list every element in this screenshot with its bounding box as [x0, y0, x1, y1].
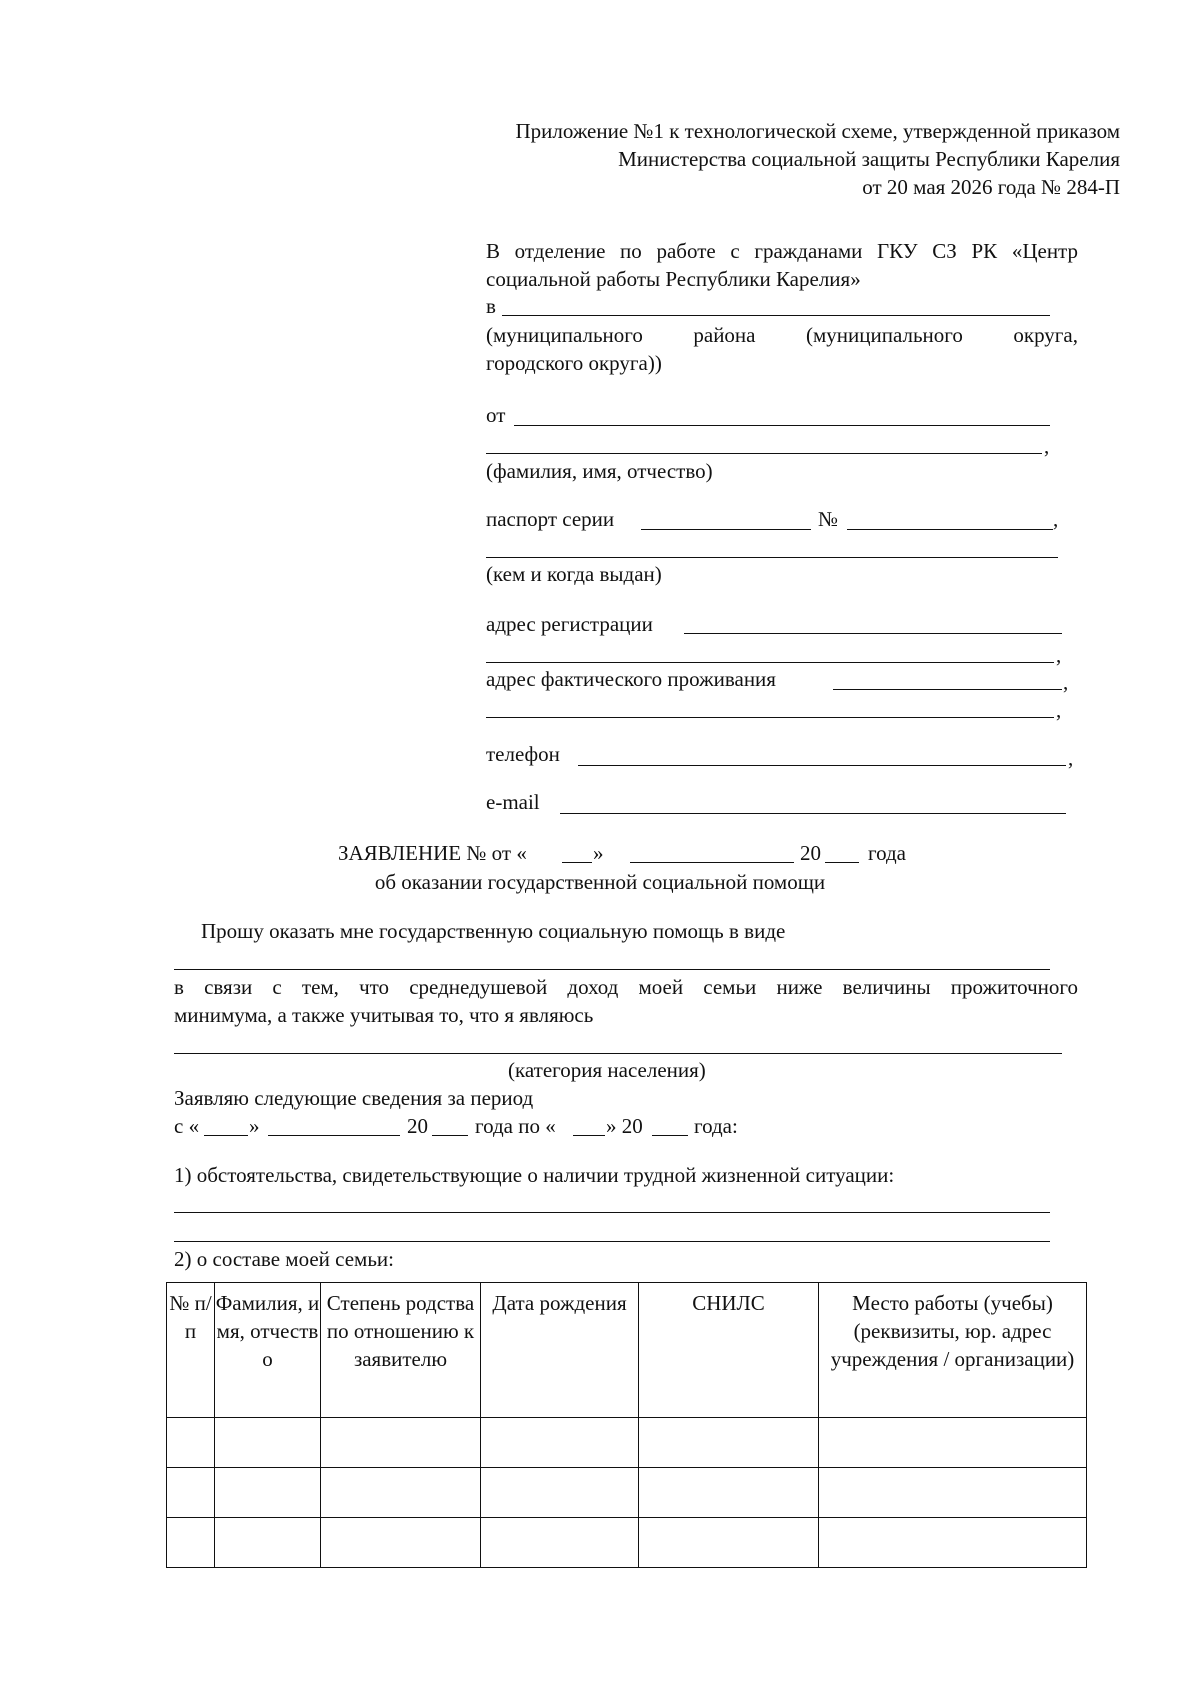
statement-title-prefix: ЗАЯВЛЕНИЕ № от « [338, 841, 527, 865]
table-cell[interactable] [167, 1468, 215, 1518]
column-header-birth-date: Дата рождения [481, 1283, 639, 1418]
situation-field-line-1[interactable] [174, 1212, 1050, 1213]
period-from-year-field[interactable] [432, 1135, 468, 1136]
column-header-full-name: Фамилия, имя, отчество [215, 1283, 321, 1418]
table-cell[interactable] [481, 1468, 639, 1518]
item-2-text: 2) о составе моей семьи: [174, 1247, 394, 1271]
period-to-year-field[interactable] [652, 1135, 688, 1136]
appendix-line-1: Приложение №1 к технологической схеме, утвержденной приказом [515, 119, 1120, 143]
comma: , [1044, 434, 1050, 458]
table-row [167, 1468, 1087, 1518]
reason-line-1: в связи с тем, что среднедушевой доход моей семьи ниже величины прожиточного [174, 975, 1078, 999]
passport-series-label: паспорт серии [486, 507, 615, 531]
appendix-line-3: от 20 мая 2026 года № 284-П [862, 175, 1120, 199]
period-to-close: » 20 [606, 1114, 643, 1138]
statement-day-field[interactable] [562, 862, 592, 863]
table-cell[interactable] [167, 1518, 215, 1568]
category-hint: (категория населения) [508, 1058, 706, 1082]
district-field[interactable] [502, 315, 1050, 316]
table-header-row [167, 1283, 1087, 1418]
column-header-relation: Степень родства по отношению к заявителю [321, 1283, 481, 1418]
statement-title-line-2: об оказании государственной социальной помощи [374, 870, 826, 894]
number-sign: № [818, 507, 839, 531]
comma: , [1063, 670, 1069, 694]
table-cell[interactable] [481, 1518, 639, 1568]
table-cell[interactable] [321, 1468, 481, 1518]
addressee-line-2: социальной работы Республики Карелия» [486, 267, 861, 291]
table-cell[interactable] [819, 1468, 1087, 1518]
request-text: Прошу оказать мне государственную социальную помощь в виде [201, 919, 786, 943]
comma: , [1053, 507, 1059, 531]
period-end-text: года: [694, 1114, 738, 1138]
table-row [167, 1418, 1087, 1468]
table-cell[interactable] [321, 1518, 481, 1568]
category-field[interactable] [174, 1053, 1062, 1054]
statement-year-prefix: 20 [800, 841, 821, 865]
table-cell[interactable] [167, 1418, 215, 1468]
addressee-block [486, 237, 1078, 293]
column-header-number: № п/п [167, 1283, 215, 1418]
from-field-line-2[interactable] [486, 453, 1042, 454]
table-cell[interactable] [215, 1468, 321, 1518]
comma: , [1068, 746, 1074, 770]
period-label: Заявляю следующие сведения за период [174, 1086, 534, 1110]
statement-quote-close: » [593, 841, 604, 865]
actual-address-label: адрес фактического проживания [486, 667, 776, 691]
table-cell[interactable] [321, 1418, 481, 1468]
passport-issued-field[interactable] [486, 557, 1058, 558]
name-hint: (фамилия, имя, отчество) [486, 459, 713, 483]
table-cell[interactable] [639, 1518, 819, 1568]
actual-address-field-line-2[interactable] [486, 717, 1054, 718]
registration-field-line-1[interactable] [684, 633, 1062, 634]
column-header-workplace: Место работы (учебы) (реквизиты, юр. адрес учреждения / организации) [819, 1283, 1087, 1418]
reason-line-2: минимума, а также учитывая то, что я являюсь [174, 1003, 594, 1027]
appendix-header [515, 117, 1120, 201]
table-row [167, 1518, 1087, 1568]
comma: , [1056, 643, 1062, 667]
email-field[interactable] [560, 813, 1066, 814]
from-field-line-1[interactable] [514, 425, 1050, 426]
actual-address-field-line-1[interactable] [833, 689, 1062, 690]
passport-number-field[interactable] [847, 529, 1053, 530]
district-hint-line-2: городского округа)) [486, 351, 662, 375]
period-from-open: с « [174, 1114, 200, 1138]
period-from-month-field[interactable] [268, 1135, 400, 1136]
period-from-close: » [249, 1114, 260, 1138]
statement-year-field[interactable] [825, 862, 859, 863]
table-cell[interactable] [819, 1518, 1087, 1568]
period-to-day-field[interactable] [573, 1135, 605, 1136]
phone-field[interactable] [578, 765, 1066, 766]
situation-field-line-2[interactable] [174, 1241, 1050, 1242]
table-cell[interactable] [481, 1418, 639, 1468]
comma: , [1056, 698, 1062, 722]
in-label: в [486, 294, 496, 318]
period-mid-text: года по « [475, 1114, 556, 1138]
appendix-line-2: Министерства социальной защиты Республики Карелия [618, 147, 1120, 171]
period-year1-prefix: 20 [407, 1114, 428, 1138]
table-cell[interactable] [215, 1518, 321, 1568]
table-cell[interactable] [215, 1418, 321, 1468]
period-from-day-field[interactable] [204, 1135, 248, 1136]
family-composition-table [166, 1282, 1087, 1568]
statement-year-suffix: года [868, 841, 906, 865]
table-cell[interactable] [639, 1418, 819, 1468]
table-cell[interactable] [639, 1468, 819, 1518]
phone-label: телефон [486, 742, 560, 766]
table-cell[interactable] [819, 1418, 1087, 1468]
from-label: от [486, 403, 506, 427]
column-header-snils: СНИЛС [639, 1283, 819, 1418]
assistance-type-field[interactable] [174, 969, 1050, 970]
issued-hint: (кем и когда выдан) [486, 562, 662, 586]
registration-field-line-2[interactable] [486, 662, 1054, 663]
passport-series-field[interactable] [641, 529, 811, 530]
addressee-line-1: В отделение по работе с гражданами ГКУ СЗ РК «Центр [486, 239, 1078, 263]
district-hint-line-1: (муниципального района (муниципального округа, [486, 323, 1078, 347]
item-1-text: 1) обстоятельства, свидетельствующие о наличии трудной жизненной ситуации: [174, 1163, 895, 1187]
email-label: e-mail [486, 790, 540, 814]
statement-month-field[interactable] [630, 862, 794, 863]
registration-label: адрес регистрации [486, 612, 653, 636]
